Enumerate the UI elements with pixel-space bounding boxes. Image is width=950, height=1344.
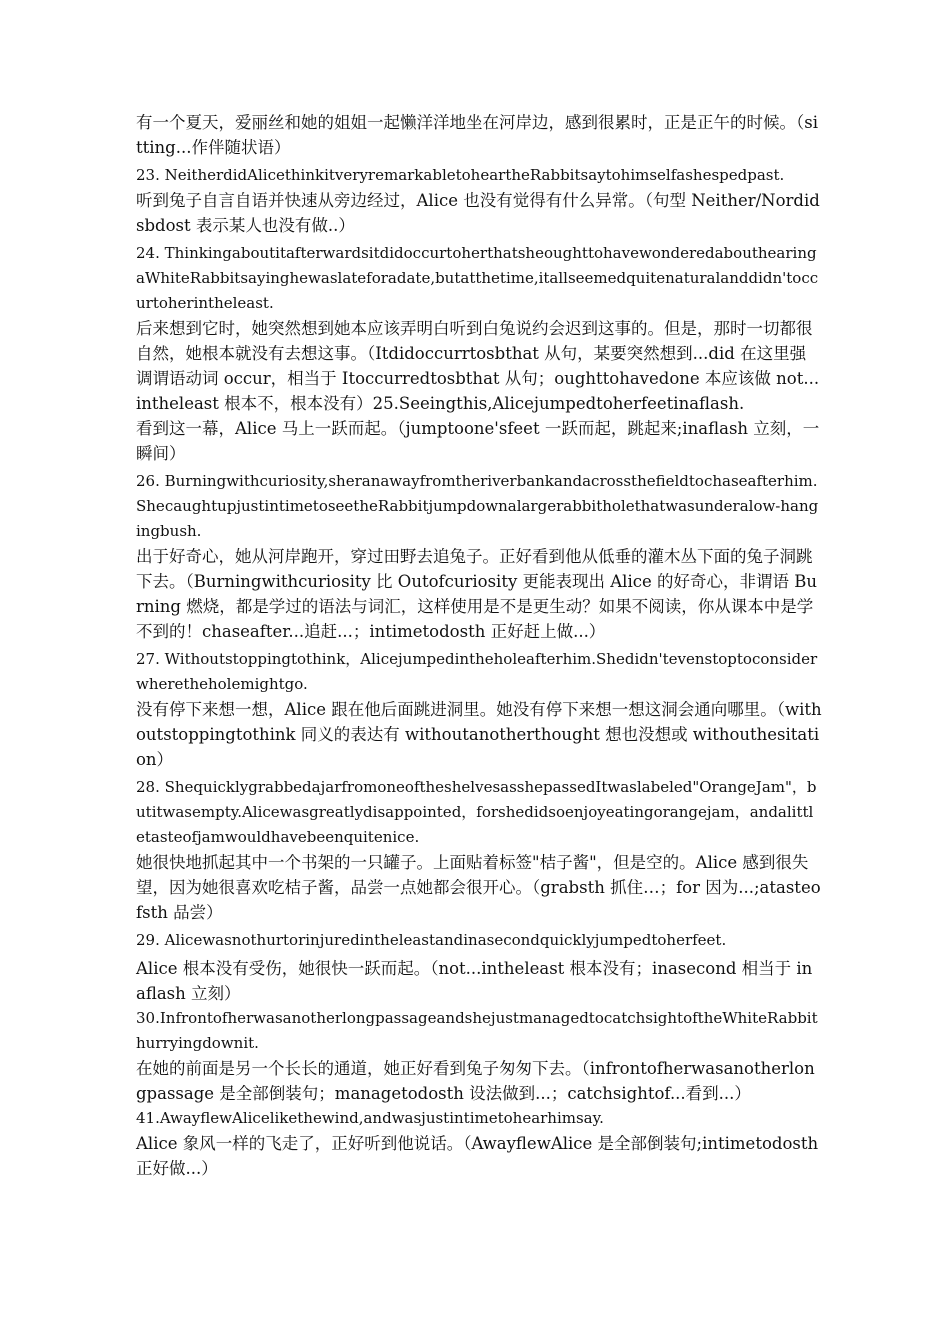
translation-25: 看到这一幕，Alice 马上一跃而起。（jumptoone'sfeet 一跃而起，跳起来;inaflash 立刻，一瞬间） [136,419,820,463]
sentence-23: 23. NeitherdidAlicethinkitveryremarkabletoheartheRabbitsaytohimselfashespedpast. [136,166,785,184]
sentence-26: 26. Burningwithcuriosity,sheranawayfromtheriverbankandacrossthefieldtochaseafterhim.ShecaughtupjustintimetoseetheRabbitjumpdownalargerabbitholethatwasunderalow-hangingbush. [136,472,819,540]
translation-27: 没有停下来想一想，Alice 跟在他后面跳进洞里。她没有停下来想一想这洞会通向哪里。（withoutstoppingtothink 同义的表达有 withoutanotherthought 想也没想或 withouthesitation） [136,700,822,769]
sentence-24: 24. ThinkingaboutitafterwardsitdidoccurtoherthatsheoughttohavewonderedabouthearingaWhiteRabbitsayinghewaslateforadate,butatthetime,itallseemedquitenaturalanddidn'toccurtoherintheleast. [136,244,819,312]
sentence-41: 41.AwayflewAlicelikethewind,andwasjustintimetohearhimsay. [136,1109,604,1127]
translation-30: 在她的前面是另一个长长的通道，她正好看到兔子匆匆下去。（infrontofherwasanotherlongpassage 是全部倒装句；managetodosth 设法做到...；catchsightof...看到...） [136,1059,815,1103]
translation-41: Alice 象风一样的飞走了，正好听到他说话。（AwayflewAlice 是全部倒装句;intimetodosth 正好做...） [136,1134,819,1178]
sentence-27: 27. Withoutstoppingtothink，Alicejumpedintheholeafterhim.Shedidn'tevenstoptoconsiderwheretheholemightgo. [136,650,818,693]
document-body [136,110,822,1181]
sentence-28: 28. ShequicklygrabbedajarfromoneoftheshelvesasshepassedItwaslabeled"OrangeJam"，butitwasempty.Alicewasgreatlydisappointed，forshedidsoenjoyeatingorangejam，andalittletasteofjamwouldhavebeenquitenice. [136,778,817,846]
translation-28: 她很快地抓起其中一个书架的一只罐子。上面贴着标签"桔子酱"，但是空的。Alice 感到很失望，因为她很喜欢吃桔子酱，品尝一点她都会很开心。（grabsth 抓住…；for 因为...;atasteofsth 品尝） [136,853,821,922]
sentence-29: 29. Alicewasnothurtorinjuredintheleastandinasecondquicklyjumpedtoherfeet. [136,931,727,949]
translation-26: 出于好奇心，她从河岸跑开，穿过田野去追兔子。正好看到他从低垂的灌木丛下面的兔子洞跳下去。（Burningwithcuriosity 比 Outofcuriosity 更能表现出 Alice 的好奇心，非谓语 Burning 燃烧，都是学过的语法与词汇，这样使用是不是更生动？如果不阅读，你从课本中是学不到的！chaseafter...追赶...；intimetodosth 正好赶上做...） [136,547,817,641]
sentence-30: 30.InfrontofherwasanotherlongpassageandshejustmanagedtocatchsightoftheWhiteRabbithurryingdownit. [136,1009,818,1052]
translation-24: 后来想到它时，她突然想到她本应该弄明白听到白兔说约会迟到这事的。但是，那时一切都很自然，她根本就没有去想这事。（Itdidoccurrtosbthat 从句，某要突然想到...did 在这里强调谓语动词 occur，相当于 Itoccurredtosbthat 从句；oughttohavedone 本应该做 not...intheleast 根本不，根本没有）25.Seeingthis,Alicejumpedtoherfeetinaflash. [136,319,820,413]
translation-29: Alice 根本没有受伤，她很快一跃而起。（not...intheleast 根本没有；inasecond 相当于 inaflash 立刻） [136,959,813,1003]
paragraph-intro-translation: 有一个夏天，爱丽丝和她的姐姐一起懒洋洋地坐在河岸边，感到很累时，正是正午的时候。（sitting...作伴随状语） [136,113,818,157]
translation-23: 听到兔子自言自语并快速从旁边经过，Alice 也没有觉得有什么异常。（句型 Neither/Nordidsbdost 表示某人也没有做..） [136,191,820,235]
